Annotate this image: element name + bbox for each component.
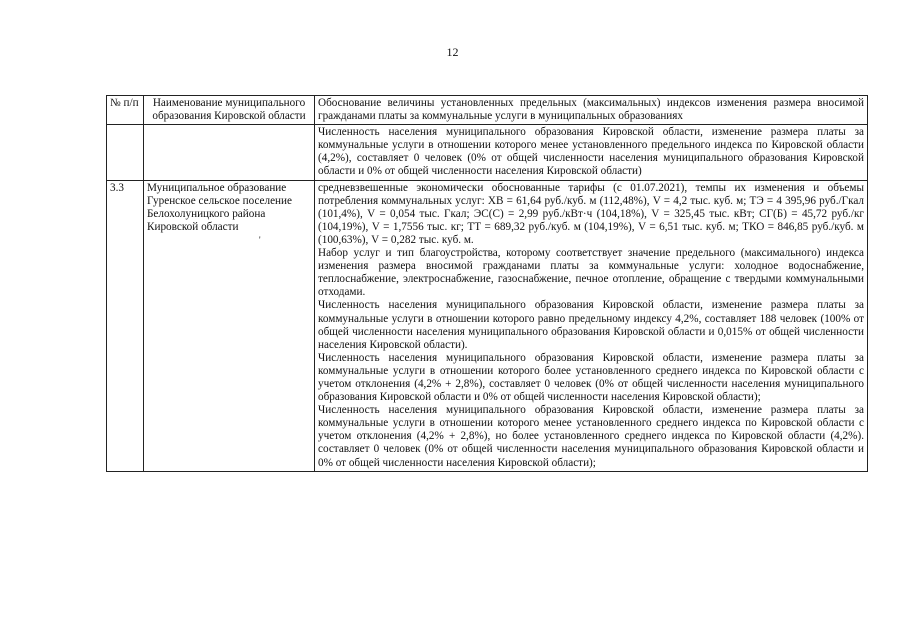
row-justification	[315, 180, 868, 471]
paragraph-population-above: Численность населения муниципального образования Кировской области, изменение размера платы за коммунальные услуги в отношении которого более установленного среднего индекса по Кировской области с учетом отклонения (4,2% + 2,8%), составляет 0 человек (0% от общей численности населения муниципального образования Кировской области и 0% от общей численности населения Кировской области);	[318, 351, 864, 404]
header-num: № п/п	[107, 96, 144, 125]
continuation-name-cell	[144, 125, 315, 180]
paragraph-population-between: Численность населения муниципального образования Кировской области, изменение размера платы за коммунальные услуги в отношении которого менее установленного среднего индекса по Кировской области с учетом отклонения (4,2% + 2,8%), но более установленного среднего индекса по Кировской области (4,2%). составляет 0 человек (0% от общей численности населения муниципального образования Кировской области и 0% от общей численности населения Кировской области);	[318, 404, 864, 469]
paragraph-services-set: Набор услуг и тип благоустройства, которому соответствует значение предельного (максимального) индекса изменения размера вносимой гражданами платы за коммунальные услуги: холодное водоснабжение, теплоснабжение, электроснабжение, газоснабжение, печное отопление, обращение с твердыми коммунальными отходами.	[318, 247, 864, 299]
header-justification: Обоснование величины установленных предельных (максимальных) индексов изменения размера вносимой гражданами платы за коммунальные услуги в муниципальных образованиях	[315, 96, 868, 125]
row-num: 3.3	[107, 180, 144, 471]
header-municipality-name: Наименование муниципального образования Кировской области	[144, 96, 315, 125]
table-header-row	[107, 96, 868, 125]
continuation-num-cell	[107, 125, 144, 180]
row-municipality-name	[144, 180, 315, 471]
paragraph-population-equal: Численность населения муниципального образования Кировской области, изменение размера платы за коммунальные услуги в отношении которого равно предельному индексу 4,2%, составляет 188 человек (100% от общей численности населения муниципального образования Кировской области и 0,015% от общей численности населения Кировской области).	[318, 299, 864, 351]
table-row	[107, 180, 868, 471]
table-row	[107, 125, 868, 180]
page-number: 12	[446, 45, 459, 59]
continuation-text: Численность населения муниципального образования Кировской области, изменение размера платы за коммунальные услуги в отношении которого менее установленного предельного индекса по Кировской области (4,2%), составляет 0 человек (0% от общей численности населения муниципального образования Кировской области и 0% от общей численности населения Кировской области)	[315, 125, 868, 180]
tariff-justification-table	[106, 95, 868, 472]
scan-mark: '	[259, 234, 261, 245]
paragraph-tariffs: средневзвешенные экономически обоснованные тарифы (с 01.07.2021), темпы их изменения и объемы потребления коммунальных услуг: ХВ = 61,64 руб./куб. м (112,48%), V = 4,2 тыс. куб. м; ТЭ = 4 395,96 руб./Гкал (101,4%), V = 0,054 тыс. Гкал; ЭС(С) = 2,99 руб./кВт·ч (104,18%), V = 325,45 тыс. кВт; СГ(Б) = 45,72 руб./кг (104,19%), V = 1,7556 тыс. кг; ТТ = 689,32 руб./куб. м (104,19%), V = 6,51 тыс. куб. м; ТКО = 846,85 руб./куб. м (100,63%), V = 0,282 тыс. куб. м.	[318, 181, 864, 246]
municipality-name-text: Муниципальное образование Гуренское сельское поселение Белохолуницкого района Кировской области	[147, 181, 292, 233]
